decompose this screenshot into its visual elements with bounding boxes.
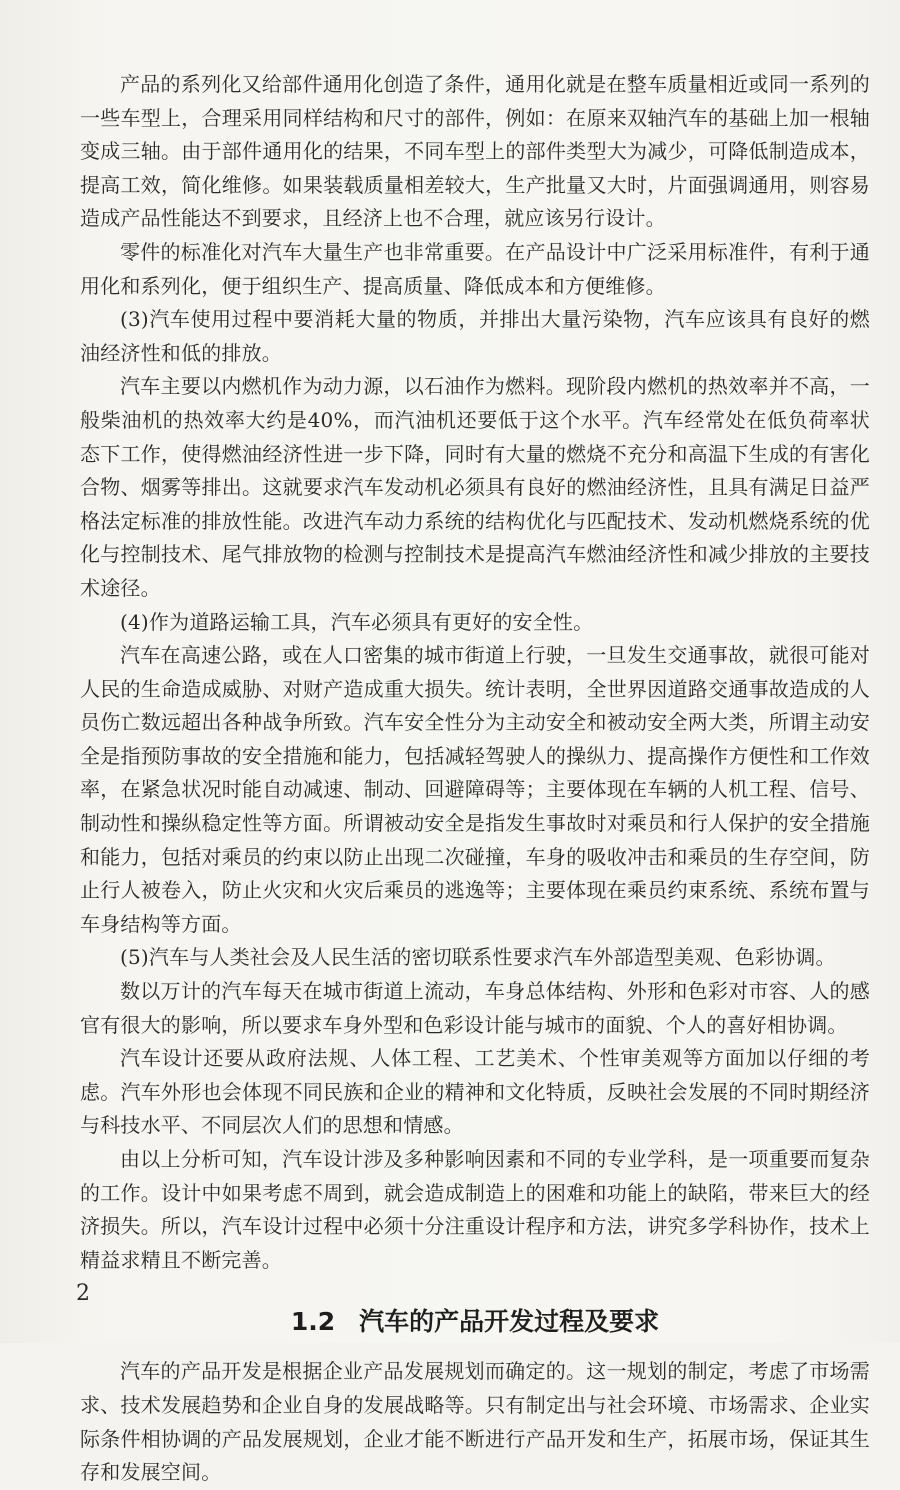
paragraph-standardization: 零件的标准化对汽车大量生产也非常重要。在产品设计中广泛采用标准件，有利于通用化和系列化，便于组织生产、提高质量、降低成本和方便维修。 [80, 239, 870, 298]
paragraph-appearance: 数以万计的汽车每天在城市街道上流动，车身总体结构、外形和色彩对市容、人的感官有很大的影响，所以要求车身外型和色彩设计能与城市的面貌、个人的喜好相协调。 [80, 979, 870, 1037]
section-number: 1.2 [290, 1307, 336, 1337]
paragraph-point-5: (5)汽车与人类社会及人民生活的密切联系性要求汽车外部造型美观、色彩协调。 [120, 945, 836, 970]
paragraph-fuel-economy: 汽车主要以内燃机作为动力源，以石油作为燃料。现阶段内燃机的热效率并不高，一般柴油机的热效率大约是40%，而汽油机还要低于这个水平。汽车经常处在低负荷率状态下工作，使得燃油经济性进一步下降，同时有大量的燃烧不充分和高温下生成的有害化合物、烟雾等排出。这就要求汽车发动机必须具有良好的燃油经济性，且具有满足日益严格法定标准的排放性能。改进汽车动力系统的结构优化与匹配技术、发动机燃烧系统的优化与控制技术、尾气排放物的检测与控制技术是提高汽车燃油经济性和减少排放的主要技术途径。 [80, 374, 870, 600]
paragraph-point-3: (3)汽车使用过程中要消耗大量的物质，并排出大量污染物，汽车应该具有良好的燃油经济性和低的排放。 [80, 307, 870, 365]
paragraph-product-development: 汽车的产品开发是根据企业产品发展规划而确定的。这一规划的制定，考虑了市场需求、技术发展趋势和企业自身的发展战略等。只有制定出与社会环境、市场需求、企业实际条件相协调的产品发展规划，企业才能不断进行产品开发和生产，拓展市场，保证其生存和发展空间。 [80, 1359, 870, 1485]
page-number: 2 [76, 1281, 90, 1306]
section-title: 汽车的产品开发过程及要求 [359, 1307, 660, 1337]
page-body [80, 68, 870, 1490]
section-heading [80, 1305, 870, 1339]
paragraph-safety: 汽车在高速公路，或在人口密集的城市街道上行驶，一旦发生交通事故，就很可能对人民的生命造成威胁、对财产造成重大损失。统计表明，全世界因道路交通事故造成的人员伤亡数远超出各种战争所致。汽车安全性分为主动安全和被动安全两大类，所谓主动安全是指预防事故的安全措施和能力，包括减轻驾驶人的操纵力、提高操作方便性和工作效率，在紧急状况时能自动减速、制动、回避障碍等；主要体现在车辆的人机工程、信号、制动性和操纵稳定性等方面。所谓被动安全是指发生事故时对乘员和行人保护的安全措施和能力，包括对乘员的约束以防止出现二次碰撞，车身的吸收冲击和乘员的生存空间，防止行人被卷入，防止火灾和火灾后乘员的逃逸等；主要体现在乘员约束系统、系统布置与车身结构等方面。 [80, 643, 870, 936]
paragraph-summary: 由以上分析可知，汽车设计涉及多种影响因素和不同的专业学科，是一项重要而复杂的工作。设计中如果考虑不周到，就会造成制造上的困难和功能上的缺陷，带来巨大的经济损失。所以，汽车设计过程中必须十分注重设计程序和方法，讲究多学科协作，技术上精益求精且不断完善。 [80, 1147, 870, 1272]
paragraph-design-considerations: 汽车设计还要从政府法规、人体工程、工艺美术、个性审美观等方面加以仔细的考虑。汽车外形也会体现不同民族和企业的精神和文化特质，反映社会发展的不同时期经济与科技水平、不同层次人们的思想和情感。 [80, 1046, 870, 1138]
paragraph-generalization: 产品的系列化又给部件通用化创造了条件，通用化就是在整车质量相近或同一系列的一些车型上，合理采用同样结构和尺寸的部件，例如：在原来双轴汽车的基础上加一根轴变成三轴。由于部件通用化的结果，不同车型上的部件类型大为减少，可降低制造成本，提高工效，简化维修。如果装载质量相差较大，生产批量又大时，片面强调通用，则容易造成产品性能达不到要求，且经济上也不合理，就应该另行设计。 [80, 72, 870, 231]
paragraph-point-4: (4)作为道路运输工具，汽车必须具有更好的安全性。 [120, 609, 594, 634]
